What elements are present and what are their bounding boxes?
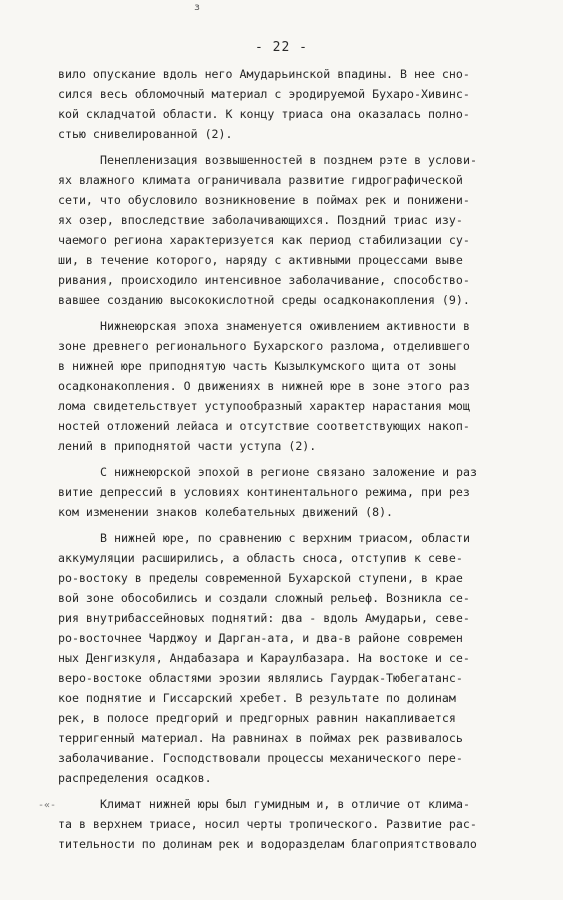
text-line: ши, в течение которого, наряду с активными процессами выве [58,253,463,267]
text-line: лений в приподнятой части уступа (2). [58,439,317,453]
text-line: сился весь обломочный материал с эродируемой Бухаро-Хивинс- [58,87,470,101]
text-line: ривания, происходило интенсивное заболачивание, способство- [58,273,470,287]
text-line: рия внутрибассейновых поднятий: два - вдоль Амударьи, севе- [58,611,470,625]
text-line: ях озер, впоследствие заболачивающихся. Поздний триас изу- [58,213,463,227]
text-line: Климат нижней юры был гумидным и, в отличие от клима- [100,797,470,811]
text-line: та в верхнем триасе, носил черты тропического. Развитие рас- [58,817,477,831]
text-line: ком изменении знаков колебательных движений (8). [58,505,394,519]
text-line: лома свидетельствует уступообразный характер нарастания мощ [58,399,470,413]
text-line: рек, в полосе предгорий и предгорных равнин накапливается [58,711,456,725]
text-line: кой складчатой области. К концу триаса она оказалась полно- [58,107,470,121]
text-line: вавшее созданию высококислотной среды осадконакопления (9). [58,293,470,307]
text-line: ных Денгизкуля, Андабазара и Караулбазара. На востоке и се- [58,651,470,665]
text-line: кое поднятие и Гиссарский хребет. В результате по долинам [58,691,456,705]
text-line: веро-востоке областями эрозии являлись Гаурдак-Тюбегатанс- [58,671,463,685]
text-line: осадконакопления. О движениях в нижней юре в зоне этого раз [58,379,470,393]
text-line: аккумуляции расширились, а область сноса, отступив к севе- [58,551,463,565]
text-line: тительности по долинам рек и водоразделам благоприятствовало [58,837,477,851]
text-line: чаемого региона характеризуется как период стабилизации су- [58,233,470,247]
text-line: ро-восточнее Чарджоу и Дарган-ата, и два-в районе современ [58,631,463,645]
text-line: В нижней юре, по сравнению с верхним триасом, области [100,531,470,545]
text-line: ях влажного климата ограничивала развитие гидрографической [58,173,463,187]
text-line: вило опускание вдоль него Амударьинской впадины. В нее сно- [58,67,470,81]
text-line: сети, что обусловило возникновение в поймах рек и понижени- [58,193,470,207]
page-number: - 22 - [255,40,308,55]
text-line: ро-востоку в пределы современной Бухарской ступени, в крае [58,571,463,585]
text-line: витие депрессий в условиях континентального режима, при рез [58,485,470,499]
text-line: заболачивание. Господствовали процессы механического пере- [58,751,463,765]
text-line: распределения осадков. [58,771,212,785]
text-line: Нижнеюрская эпоха знаменуется оживлением активности в [100,319,470,333]
text-line: Пенепленизация возвышенностей в позднем рэте в услови- [100,153,477,167]
text-line: зоне древнего регионального Бухарского разлома, отделившего [58,339,470,353]
margin-mark: -«- [38,800,57,811]
text-line: терригенный материал. На равнинах в поймах рек развивалось [58,731,463,745]
top-mark: з [194,2,201,13]
text-line: стью снивелированной (2). [58,127,233,141]
text-line: ностей отложений лейаса и отсутствие соответствующих накоп- [58,419,470,433]
text-line: вой зоне обособились и создали сложный рельеф. Возникла се- [58,591,470,605]
text-line: С нижнеюрской эпохой в регионе связано заложение и раз [100,465,477,479]
text-line: в нижней юре приподнятую часть Кызылкумского щита от зоны [58,359,456,373]
